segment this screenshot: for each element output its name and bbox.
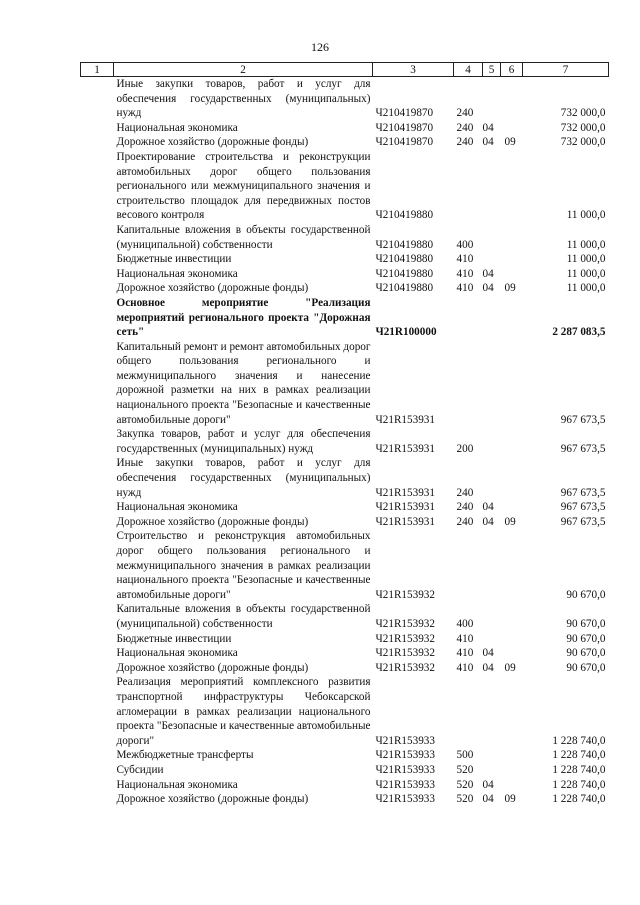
row-section bbox=[483, 77, 501, 121]
table-row bbox=[81, 135, 609, 150]
row-expense-type: 520 bbox=[456, 778, 474, 791]
row-expense-type bbox=[454, 675, 483, 748]
row-cell-empty bbox=[81, 427, 114, 456]
row-name: Бюджетные инвестиции bbox=[116, 253, 232, 266]
row-name: Дорожное хозяйство (дорожные фонды) bbox=[116, 793, 309, 806]
row-name: Капитальные вложения в объекты государственной (муниципальной) собственности bbox=[116, 603, 371, 630]
row-section bbox=[483, 763, 501, 778]
table-row bbox=[81, 427, 609, 456]
row-amount: 2 287 083,5 bbox=[552, 326, 606, 339]
row-cell-empty bbox=[81, 500, 114, 515]
row-section: 04 bbox=[482, 778, 494, 791]
row-target-code: Ч21R153933 bbox=[375, 734, 435, 747]
row-name: Бюджетные инвестиции bbox=[116, 632, 232, 645]
table-row bbox=[81, 281, 609, 296]
row-expense-type: 200 bbox=[456, 442, 474, 455]
row-expense-type: 240 bbox=[456, 107, 474, 120]
row-expense-type: 520 bbox=[456, 793, 474, 806]
row-amount: 1 228 740,0 bbox=[552, 793, 606, 806]
row-section: 04 bbox=[482, 793, 494, 806]
row-subsection: 09 bbox=[504, 793, 516, 806]
row-section bbox=[483, 675, 501, 748]
row-section bbox=[483, 632, 501, 647]
header-row bbox=[81, 63, 609, 77]
row-name: Межбюджетные трансферты bbox=[116, 749, 254, 762]
table-row bbox=[81, 267, 609, 282]
row-target-code: Ч21R153933 bbox=[375, 793, 435, 806]
row-subsection bbox=[501, 340, 523, 428]
row-name: Национальная экономика bbox=[116, 121, 238, 134]
row-target-code: Ч21R153932 bbox=[375, 588, 435, 601]
table-row bbox=[81, 296, 609, 340]
row-name: Дорожное хозяйство (дорожные фонды) bbox=[116, 282, 309, 295]
row-name: Закупка товаров, работ и услуг для обеспечения государственных (муниципальных) нужд bbox=[116, 428, 371, 455]
table-row bbox=[81, 778, 609, 793]
row-amount: 967 673,5 bbox=[560, 442, 606, 455]
table-row bbox=[81, 77, 609, 121]
row-cell-empty bbox=[81, 456, 114, 500]
row-amount: 967 673,5 bbox=[560, 501, 606, 514]
row-subsection bbox=[501, 77, 523, 121]
table-row bbox=[81, 748, 609, 763]
row-cell-empty bbox=[81, 602, 114, 631]
row-cell-empty bbox=[81, 778, 114, 793]
row-target-code: Ч21R153933 bbox=[375, 778, 435, 791]
row-amount: 11 000,0 bbox=[566, 253, 606, 266]
row-cell-empty bbox=[81, 763, 114, 778]
row-cell-empty bbox=[81, 661, 114, 676]
table-body bbox=[81, 77, 609, 807]
row-amount: 90 670,0 bbox=[566, 647, 606, 660]
row-target-code: Ч21R153931 bbox=[375, 442, 435, 455]
row-name: Капитальный ремонт и ремонт автомобильных дорог общего пользования регионального и межмуниципального значения и нанесение дорожной разметки на них в рамках реализации национального проекта "Безопасные и качественные автомобильные дороги" bbox=[116, 340, 371, 426]
row-amount: 11 000,0 bbox=[566, 238, 606, 251]
table-header bbox=[81, 63, 609, 77]
row-section: 04 bbox=[482, 267, 494, 280]
row-subsection bbox=[501, 748, 523, 763]
row-target-code: Ч210419880 bbox=[375, 282, 434, 295]
row-target-code: Ч210419870 bbox=[375, 121, 434, 134]
page-number: 126 bbox=[311, 40, 329, 54]
row-name: Основное мероприятие "Реализация мероприятий регионального проекта "Дорожная сеть" bbox=[116, 296, 371, 339]
row-section bbox=[483, 529, 501, 602]
table-row bbox=[81, 763, 609, 778]
table-row bbox=[81, 661, 609, 676]
row-cell-empty bbox=[81, 150, 114, 223]
row-amount: 1 228 740,0 bbox=[552, 763, 606, 776]
row-subsection bbox=[501, 529, 523, 602]
row-subsection bbox=[501, 427, 523, 456]
row-subsection: 09 bbox=[504, 282, 516, 295]
row-subsection bbox=[501, 252, 523, 267]
row-target-code: Ч210419880 bbox=[375, 267, 434, 280]
table-row bbox=[81, 646, 609, 661]
row-amount: 1 228 740,0 bbox=[552, 749, 606, 762]
row-cell-empty bbox=[81, 646, 114, 661]
row-name: Дорожное хозяйство (дорожные фонды) bbox=[116, 661, 309, 674]
row-expense-type: 410 bbox=[456, 267, 474, 280]
row-target-code: Ч21R153933 bbox=[375, 749, 435, 762]
row-section: 04 bbox=[482, 501, 494, 514]
row-name: Капитальные вложения в объекты государственной (муниципальной) собственности bbox=[116, 223, 371, 251]
table-row bbox=[81, 150, 609, 223]
row-expense-type: 410 bbox=[456, 632, 474, 645]
table-row bbox=[81, 340, 609, 428]
row-target-code: Ч210419870 bbox=[375, 136, 434, 149]
row-cell-empty bbox=[81, 77, 114, 121]
row-amount: 11 000,0 bbox=[566, 282, 606, 295]
row-expense-type: 240 bbox=[456, 515, 474, 528]
row-name: Национальная экономика bbox=[116, 267, 238, 280]
row-subsection bbox=[501, 456, 523, 500]
row-name: Национальная экономика bbox=[116, 778, 238, 791]
row-subsection bbox=[501, 150, 523, 223]
row-target-code: Ч21R153931 bbox=[375, 413, 435, 426]
row-section: 04 bbox=[482, 515, 494, 528]
row-name: Иные закупки товаров, работ и услуг для обеспечения государственных (муниципальных) нужд bbox=[116, 457, 371, 499]
row-section: 04 bbox=[482, 661, 494, 674]
row-subsection: 09 bbox=[504, 515, 516, 528]
row-expense-type: 410 bbox=[456, 253, 474, 266]
header-col-5: 5 bbox=[483, 63, 501, 77]
row-cell-empty bbox=[81, 135, 114, 150]
row-subsection: 09 bbox=[504, 661, 516, 674]
row-subsection: 09 bbox=[504, 136, 516, 149]
row-target-code: Ч21R153932 bbox=[375, 661, 435, 674]
row-expense-type: 240 bbox=[456, 136, 474, 149]
row-expense-type: 500 bbox=[456, 749, 474, 762]
header-col-3: 3 bbox=[373, 63, 454, 77]
row-target-code: Ч21R153932 bbox=[375, 617, 435, 630]
row-expense-type bbox=[454, 296, 483, 340]
row-section bbox=[483, 252, 501, 267]
table-row bbox=[81, 456, 609, 500]
row-cell-empty bbox=[81, 748, 114, 763]
row-expense-type: 240 bbox=[456, 121, 474, 134]
row-expense-type bbox=[454, 529, 483, 602]
row-amount: 1 228 740,0 bbox=[552, 734, 606, 747]
row-name: Субсидии bbox=[116, 763, 164, 776]
row-expense-type: 410 bbox=[456, 282, 474, 295]
row-amount: 1 228 740,0 bbox=[552, 778, 606, 791]
row-amount: 90 670,0 bbox=[566, 617, 606, 630]
row-amount: 732 000,0 bbox=[560, 121, 606, 134]
table-row bbox=[81, 792, 609, 807]
row-cell-empty bbox=[81, 675, 114, 748]
row-section bbox=[483, 223, 501, 252]
header-col-4: 4 bbox=[454, 63, 483, 77]
row-subsection bbox=[501, 646, 523, 661]
row-name: Иные закупки товаров, работ и услуг для обеспечения государственных (муниципальных) нужд bbox=[116, 78, 371, 120]
row-expense-type: 400 bbox=[456, 617, 474, 630]
row-amount: 967 673,5 bbox=[560, 413, 606, 426]
row-section bbox=[483, 456, 501, 500]
row-section bbox=[483, 340, 501, 428]
row-subsection bbox=[501, 296, 523, 340]
row-cell-empty bbox=[81, 340, 114, 428]
row-expense-type: 400 bbox=[456, 238, 474, 251]
header-col-1: 1 bbox=[81, 63, 114, 77]
row-amount: 90 670,0 bbox=[566, 588, 606, 601]
row-target-code: Ч21R100000 bbox=[375, 326, 437, 339]
header-col-2: 2 bbox=[114, 63, 373, 77]
row-subsection bbox=[501, 500, 523, 515]
table-row bbox=[81, 529, 609, 602]
header-col-7: 7 bbox=[523, 63, 609, 77]
row-cell-empty bbox=[81, 121, 114, 136]
row-target-code: Ч210419870 bbox=[375, 107, 434, 120]
table-row bbox=[81, 675, 609, 748]
row-subsection bbox=[501, 121, 523, 136]
row-expense-type bbox=[454, 150, 483, 223]
row-cell-empty bbox=[81, 223, 114, 252]
table-row bbox=[81, 252, 609, 267]
row-target-code: Ч210419880 bbox=[375, 253, 434, 266]
row-expense-type: 410 bbox=[456, 647, 474, 660]
row-section: 04 bbox=[482, 282, 494, 295]
row-subsection bbox=[501, 223, 523, 252]
row-amount: 90 670,0 bbox=[566, 632, 606, 645]
budget-table bbox=[80, 62, 609, 807]
row-name: Строительство и реконструкция автомобильных дорог общего пользования регионального и межмуниципального значения в рамках реализации национального проекта "Безопасные и качественные автомобильные дороги" bbox=[116, 530, 371, 601]
row-target-code: Ч21R153931 bbox=[375, 515, 435, 528]
row-cell-empty bbox=[81, 792, 114, 807]
row-expense-type bbox=[454, 340, 483, 428]
row-target-code: Ч21R153931 bbox=[375, 501, 435, 514]
row-expense-type: 410 bbox=[456, 661, 474, 674]
row-name: Дорожное хозяйство (дорожные фонды) bbox=[116, 136, 309, 149]
row-target-code: Ч21R153933 bbox=[375, 763, 435, 776]
row-name: Проектирование строительства и реконструкции автомобильных дорог общего пользования регионального или межмуниципального значения и строительство площадок для передвижных постов весового контроля bbox=[116, 150, 371, 222]
row-target-code: Ч210419880 bbox=[375, 238, 434, 251]
row-section bbox=[483, 748, 501, 763]
row-name: Национальная экономика bbox=[116, 647, 238, 660]
row-cell-empty bbox=[81, 515, 114, 530]
row-subsection bbox=[501, 675, 523, 748]
row-cell-empty bbox=[81, 529, 114, 602]
row-cell-empty bbox=[81, 632, 114, 647]
row-subsection bbox=[501, 267, 523, 282]
table-row bbox=[81, 223, 609, 252]
row-cell-empty bbox=[81, 252, 114, 267]
row-subsection bbox=[501, 632, 523, 647]
row-name: Дорожное хозяйство (дорожные фонды) bbox=[116, 515, 309, 528]
row-expense-type: 520 bbox=[456, 763, 474, 776]
row-cell-empty bbox=[81, 267, 114, 282]
row-target-code: Ч21R153931 bbox=[375, 486, 435, 499]
row-expense-type: 240 bbox=[456, 501, 474, 514]
table-row bbox=[81, 515, 609, 530]
row-section bbox=[483, 427, 501, 456]
row-amount: 11 000,0 bbox=[566, 267, 606, 280]
table-row bbox=[81, 602, 609, 631]
row-amount: 90 670,0 bbox=[566, 661, 606, 674]
row-amount: 11 000,0 bbox=[566, 209, 606, 222]
row-expense-type: 240 bbox=[456, 486, 474, 499]
row-cell-empty bbox=[81, 296, 114, 340]
row-name: Национальная экономика bbox=[116, 501, 238, 514]
row-section bbox=[483, 296, 501, 340]
table-row bbox=[81, 500, 609, 515]
row-amount: 967 673,5 bbox=[560, 486, 606, 499]
row-amount: 967 673,5 bbox=[560, 515, 606, 528]
row-target-code: Ч210419880 bbox=[375, 209, 434, 222]
row-target-code: Ч21R153932 bbox=[375, 632, 435, 645]
row-section bbox=[483, 150, 501, 223]
row-section bbox=[483, 602, 501, 631]
row-subsection bbox=[501, 778, 523, 793]
row-amount: 732 000,0 bbox=[560, 107, 606, 120]
row-subsection bbox=[501, 763, 523, 778]
row-section: 04 bbox=[482, 121, 494, 134]
row-cell-empty bbox=[81, 281, 114, 296]
header-col-6: 6 bbox=[501, 63, 523, 77]
row-section: 04 bbox=[482, 136, 494, 149]
row-amount: 732 000,0 bbox=[560, 136, 606, 149]
row-name: Реализация мероприятий комплексного развития транспортной инфраструктуры Чебоксарской агломерации в рамках реализации национального проекта "Безопасные и качественные автомобильные дороги" bbox=[116, 676, 371, 747]
row-subsection bbox=[501, 602, 523, 631]
row-section: 04 bbox=[482, 647, 494, 660]
row-target-code: Ч21R153932 bbox=[375, 647, 435, 660]
table-row bbox=[81, 632, 609, 647]
table-row bbox=[81, 121, 609, 136]
